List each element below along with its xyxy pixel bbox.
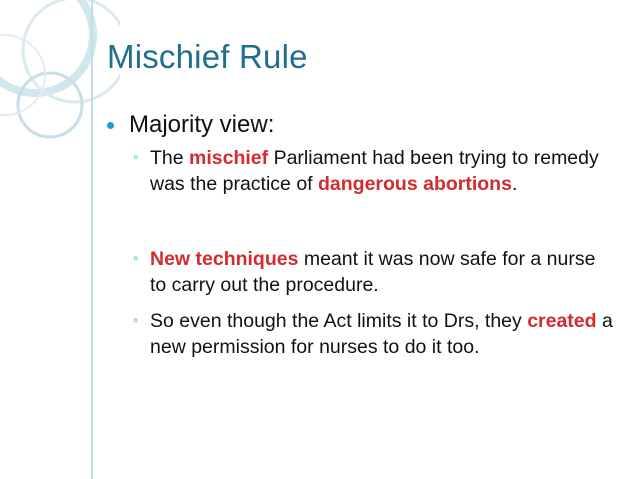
highlight-text: dangerous abortions	[318, 173, 512, 195]
text-span: The	[150, 147, 190, 169]
text-span: So even though the Act limits it to Drs, they	[150, 310, 528, 332]
subbullet-text	[150, 145, 613, 197]
subbullet-text	[150, 308, 613, 360]
text-span: meant it was now safe for a nurse to carry out the procedure.	[150, 248, 596, 296]
slide-title: Mischief Rule	[107, 38, 308, 75]
sub-bullet-marker-icon: ◦	[133, 312, 139, 329]
text-span: .	[511, 173, 518, 195]
decorative-circles	[0, 0, 120, 479]
highlight-text: mischief	[189, 147, 269, 169]
vertical-divider	[91, 0, 93, 479]
subbullet-text	[150, 246, 613, 298]
sub-bullet-marker-icon: ◦	[133, 149, 139, 166]
highlight-text: created	[527, 310, 597, 332]
subbullet-2	[133, 246, 613, 298]
highlight-text: New techniques	[150, 248, 299, 270]
subbullet-1	[133, 145, 613, 197]
subbullet-3	[133, 308, 613, 360]
text-span: a new permission for nurses to do it too.	[150, 310, 613, 358]
deco-circle-3	[18, 73, 82, 137]
bullet-dot-icon	[107, 122, 114, 129]
deco-circle-1	[0, 0, 93, 93]
text-span: Parliament had been trying to remedy was the practice of	[150, 147, 599, 195]
level1-bullet	[107, 110, 274, 140]
level1-bullet-text: Majority view:	[129, 111, 275, 138]
sub-bullet-marker-icon: ◦	[133, 250, 139, 267]
